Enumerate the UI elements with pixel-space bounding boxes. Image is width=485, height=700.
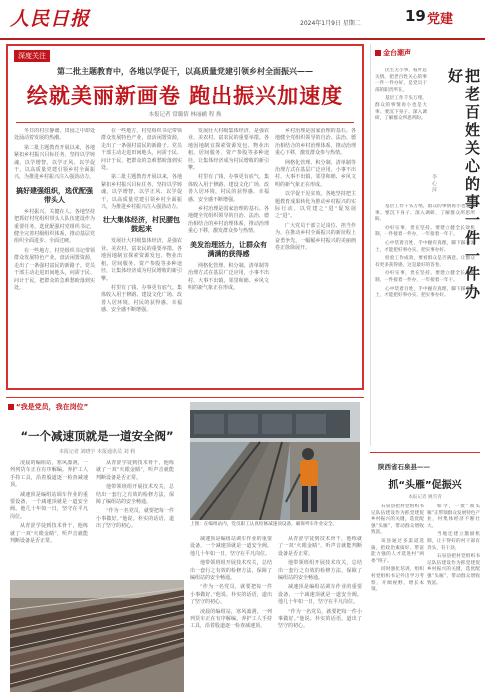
paragraph: 石泉县把村党组织书记队伍建设作为抓党建促乡村振兴的关键，选优配强“头雁”，带动群众增收致富。: [371, 504, 424, 536]
side-headline[interactable]: 抓“头雁”促振兴: [388, 480, 462, 491]
paragraph: 他带领班组开展技术攻关，总结出一套行之有效的检修方法，保障了编组站的安全畅通。: [96, 484, 174, 506]
paragraph: 基层工作千头万绪，群众的事情再小也是大事。要沉下身子、深入调研，了解群众所思所盼。: [375, 204, 475, 223]
text-column: [375, 204, 475, 442]
lead-article[interactable]: [6, 44, 364, 390]
paragraph: 从青涩学徒到技术骨干，他练就了一双“火眼金睛”，听声音就能判断设备是否正常。: [96, 460, 174, 481]
paragraph: 检验工作成效，要看群众是否满意。让群众有更多获得感，这是最好的答卷。: [375, 256, 475, 268]
side-kicker: 陕西省石泉县——: [378, 463, 430, 471]
paragraph: 民生无小事，枝叶总关情。把老百姓关心的事一件一件办好，是党员干部的职责所在。: [375, 68, 427, 93]
paragraph: 冬日的村庄静谧，田园之中却处处涌动着发展的热潮。: [14, 128, 95, 142]
divider: [16, 122, 354, 123]
paragraph: “作为一名党员，就要把每一件小事做好。”他说。朴实的话语，道出了坚守的初心。: [190, 584, 272, 606]
text-column: [427, 504, 480, 694]
paragraph: 乡村治理是国家治理的基石。各地健全党组织领导的自治、法治、德治相结合的乡村治理体系，推动治理重心下移，激发群众参与热情。: [188, 206, 269, 235]
paragraph: 网格化管理、积分制、清单制等治理方式在基层广泛应用，小事不出村、大事不出镇，邻里和睦、乡风文明的新气象正在形成。: [188, 262, 269, 291]
subhead: 美发治理活力，让群众有满满的获得感: [190, 240, 267, 258]
paragraph: 以学促干见实效。各地坚持把主题教育成果转化为推动乡村振兴的实际行动，以党建之“进”促发展之“进”。: [275, 191, 356, 220]
text-column: [275, 128, 356, 386]
subhead: 搞好建强组织，选优配强带头人: [16, 186, 93, 204]
masthead: [0, 0, 485, 40]
commentary-author: 李 心 萍: [431, 174, 437, 193]
text-column: [101, 128, 182, 386]
paragraph: 办好实事，贵在坚持。要建立健全长效机制，一件接着一件办，一年接着一年干。: [375, 225, 475, 238]
subhead: 壮大集体经济，村民腰包鼓起来: [103, 216, 180, 234]
paragraph: 减速顶是编组站调车作业的重要设备，一个减速顶就是一道安全阀。他几十年如一日，坚守在平凡岗位。: [10, 491, 88, 520]
paragraph: 当地还建立激励机制，让干得好的村干部有奔头、有干劲。: [427, 532, 480, 551]
feature-headline[interactable]: “一个减速顶就是一道安全阀”: [20, 429, 174, 443]
paragraph: “作为一名党员，就要把每一件小事做好。”他说。朴实的话语，道出了坚守的初心。: [278, 608, 362, 630]
issue-date: 2024年1月9日 星期二: [300, 20, 361, 27]
square-icon: [8, 404, 14, 410]
paragraph: 减速顶是编组站调车作业的重要设备，一个减速顶就是一道安全阀。他几十年如一日，坚守在平凡岗位。: [190, 536, 272, 557]
paragraph: 乡村振兴，关键在人。各地坚持把抓好村党组织带头人队伍建设作为重要任务，选优配强村党组织书记，健全完善村级组织体系，推动基层党组织全面进步、全面过硬。: [14, 208, 95, 245]
section-name: 党建: [427, 12, 454, 27]
paragraph: 在一些地方，村党组织书记带领群众发展特色产业，盘活闲置资源，走出了一条强村富民的新路子。党员干部主动走进田间地头，问需于民、问计于民，把群众的急难愁盼落到实处。: [14, 247, 95, 291]
paragraph: 第二批主题教育开展以来，各地紧扣乡村振兴目标任务，坚持以学铸魂、以学增智、以学正风、以学促干，以高质量党建引领乡村全面振兴，为推进乡村振兴注入强劲动力。: [101, 174, 182, 211]
feature-byline: 本报记者 刘晓宇 本报通讯员 刘 莉: [58, 449, 136, 455]
text-column: [375, 68, 427, 164]
column-tag: 深度关注: [14, 50, 50, 62]
railyard-photo: [10, 580, 184, 692]
paragraph: 心中装着百姓，手中握有真理，脚下踩着泥土，才能把好事办实、把实事办好。: [375, 286, 475, 299]
paragraph: 同时强化培训，组织村党组织书记外出学习考察，开阔视野、增长本领。: [371, 567, 424, 593]
paragraph: 在一些地方，村党组织书记带领群众发展特色产业，盘活闲置资源，走出了一条强村富民的新路子。党员干部主动走进田间地头，问需于民、问计于民，把群众的急难愁盼落到实处。: [101, 128, 182, 172]
text-column: [96, 460, 174, 578]
paragraph: 凌晨的编组站，寒风凛冽，一列列货车正在有序解编。养护工人手持工具，沿着股道逐一检查减速顶。: [190, 608, 272, 630]
paragraph: 石泉县把村党组织书记队伍建设作为抓党建促乡村振兴的关键，选优配强“头雁”，带动群众增收致富。: [427, 554, 480, 586]
divider: [370, 452, 480, 453]
paragraph: 乡村治理是国家治理的基石。各地健全党组织领导的自治、法治、德治相结合的乡村治理体系，推动治理重心下移，激发群众参与热情。: [275, 128, 356, 157]
paragraph: 如今，一批“领头雁”正带领群众发展特色产业，村集体经济不断壮大。: [427, 504, 480, 529]
text-column: [14, 128, 95, 386]
paragraph: 减速顶是编组站调车作业的重要设备，一个减速顶就是一道安全阀。他几十年如一日，坚守在平凡岗位。: [278, 584, 362, 606]
paragraph: 村里有了钱，办事更有底气。集体收入用于修路、建设文化广场、改善人居环境，村民的获得感、幸福感、安全感不断增强。: [188, 174, 269, 203]
paragraph: 心中装着百姓，手中握有真理，脚下踩着泥土，才能把好事办实、把实事办好。: [375, 240, 475, 253]
paragraph: 第二批主题教育开展以来，各地紧扣乡村振兴目标任务，坚持以学铸魂、以学增智、以学正风、以学促干，以高质量党建引领乡村全面振兴，为推进乡村振兴注入强劲动力。: [14, 144, 95, 181]
paragraph: 村里有了钱，办事更有底气。集体收入用于修路、建设文化广场、改善人居环境，村民的获得感、幸福感、安全感不断增强。: [101, 284, 182, 314]
paragraph: 办好实事，贵在坚持。要建立健全长效机制，一件接着一件办，一年接着一年干。: [375, 271, 475, 283]
text-column: [10, 460, 88, 578]
paragraph: “作为一名党员，就要把每一件小事做好。”他说。朴实的话语，道出了坚守的初心。: [96, 508, 174, 530]
paragraph: 基层工作千头万绪，群众的事情再小也是大事。要沉下身子、深入调研，了解群众所思所盼。: [375, 96, 427, 122]
paragraph: 网格化管理、积分制、清单制等治理方式在基层广泛应用，小事不出村、大事不出镇，邻里和睦、乡风文明的新气象正在形成。: [275, 159, 356, 188]
worker-photo: [190, 402, 360, 520]
paragraph: 凌晨的编组站，寒风凛冽，一列列货车正在有序解编。养护工人手持工具，沿着股道逐一检查减速顶。: [10, 460, 88, 489]
paragraph: 该县通过多渠道选拔，把政治素质好、带富能力强的人才选进村“两委”班子。: [371, 538, 424, 564]
text-column: [371, 504, 424, 694]
article-kicker: 第二批主题教育中，各地以学促干，以高质量党建引领乡村全面振兴——: [57, 66, 313, 76]
text-column: [190, 536, 272, 694]
feature-tag: [8, 402, 88, 412]
square-icon: [375, 50, 381, 56]
paragraph: 从青涩学徒到技术骨干，他练就了一双“火眼金睛”，听声音就能判断设备是否正常。: [278, 536, 362, 557]
text-column: [278, 536, 362, 694]
paragraph: 从青涩学徒到技术骨干，他练就了一双“火眼金睛”，听声音就能判断设备是否正常。: [10, 523, 88, 545]
paragraph: 广大党员干部立足岗位、担当作为，在推动乡村全面振兴的新征程上奋勇争先，一幅幅乡村振兴的美丽画卷正徐徐展开。: [275, 222, 356, 252]
divider: [6, 397, 364, 398]
feature-tag-label: “我是党员，我在岗位”: [16, 403, 89, 411]
photo-caption: 上图：在编组站内，党员职工认真检修减速顶设备，确保列车作业安全。: [190, 522, 338, 527]
paragraph: 他带领班组开展技术攻关，总结出一套行之有效的检修方法，保障了编组站的安全畅通。: [278, 560, 362, 582]
paragraph: 发展壮大村级集体经济，是强农业、美农村、富农民的重要举措。各地因地制宜探索资源发包、物业出租、居间服务、资产参股等多种途径，让集体经济成为村民增收的新引擎。: [101, 238, 182, 282]
commentary-column[interactable]: [370, 44, 479, 446]
commentary-tag-label: 金台潮声: [383, 49, 411, 57]
commentary-title[interactable]: 把老百姓关心的事一件一件办好: [446, 68, 481, 302]
article-headline[interactable]: 绘就美丽新画卷 跑出振兴加速度: [26, 84, 344, 108]
page-number: 19: [405, 7, 426, 25]
paragraph: 他带领班组开展技术攻关，总结出一套行之有效的检修方法，保障了编组站的安全畅通。: [190, 560, 272, 582]
text-column: [188, 128, 269, 386]
side-byline: 本报记者 姚雪青: [408, 495, 442, 500]
paragraph: 发展壮大村级集体经济，是强农业、美农村、富农民的重要举措。各地因地制宜探索资源发包、物业出租、居间服务、资产参股等多种途径，让集体经济成为村民增收的新引擎。: [188, 128, 269, 172]
article-byline: 本报记者 常璐倩 林丽鹂 程 焕: [148, 112, 222, 118]
commentary-tag: [375, 48, 411, 58]
newspaper-logo: 人民日报: [10, 8, 91, 30]
